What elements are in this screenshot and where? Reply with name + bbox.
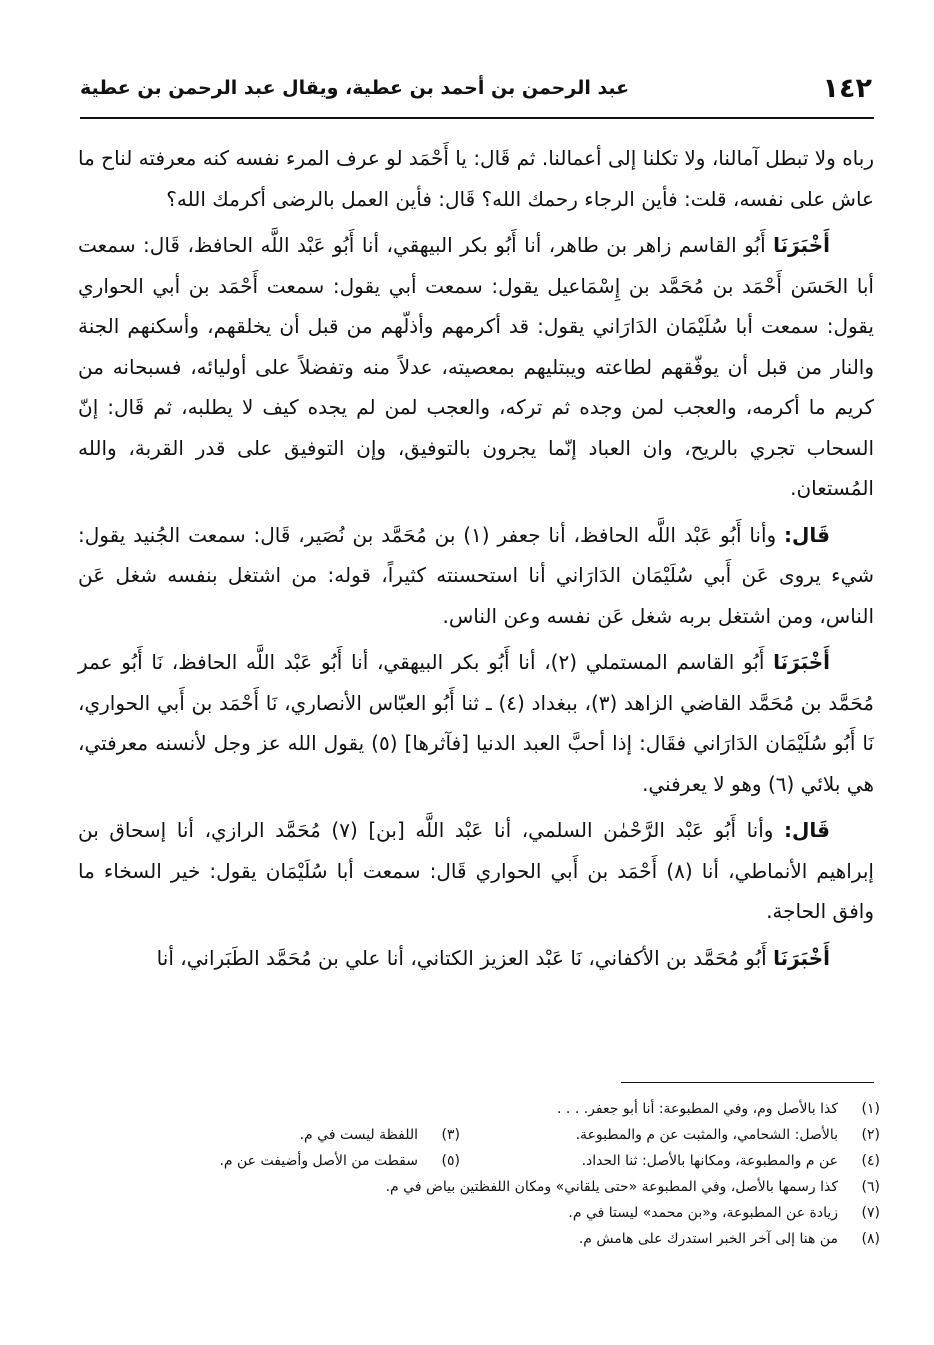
footnote-number: (٨) — [861, 1231, 880, 1247]
footnote-row — [120, 1122, 880, 1148]
paragraph-text: وأنا أَبُو عَبْد الرَّحْمٰن السلمي، أنا عَبْد اللَّه [بن] (٧) مُحَمَّد الرازي، أنا إسحاق بن إبراهيم الأنماطي، أنا (٨) أَحْمَد بن أَبي الحواري قَال: سمعت أبا سُلَيْمَان يقول: خير السخاء ما وافق الحاجة. — [78, 818, 874, 923]
paragraph-text: أَبُو القاسم زاهر بن طاهر، أنا أَبُو بكر البيهقي، أنا أَبُو عَبْد اللَّه الحافظ، قَال: سمعت أبا الحَسَن أَحْمَد بن مُحَمَّد بن إِسْمَاعيل يقول: سمعت أبي يقول: سمعت أَحْمَد بن أبي الحواري يقول: سمعت أبا سُلَيْمَان الدَارَاني يقول: قد أكرمهم وأذلّهم من قبل أن يخلقهم، وأسكنهم الجنة والنار من قبل أن يوفّقهم لطاعته ويبتليهم بمعصيته، عدلاً منه وتفضلاً على أوليائه، فسبحانه من كريم ما أكرمه، والعجب لمن وجده ثم تركه، والعجب لمن لم يجده كيف لا يطلبه، ثم قَال: إنّ السحاب تجري بالريح، وان العباد إنّما يجرون بالتوفيق، وإن التوفيق على قدر القربة، والله المُستعان. — [78, 233, 874, 500]
footnote-7 — [120, 1200, 880, 1226]
footnote-text: من هنا إلى آخر الخبر استدرك على هامش م. — [578, 1231, 838, 1247]
main-text — [78, 138, 874, 984]
footnote-number: (١) — [861, 1101, 880, 1117]
footnote-text: كذا بالأصل وم، وفي المطبوعة: أنا أبو جعفر. . . . — [557, 1101, 838, 1117]
paragraph-text: وأنا أَبُو عَبْد اللَّه الحافظ، أنا جعفر (١) بن مُحَمَّد بن نُصَير، قَال: سمعت الجُنيد يقول: شيء يروى عَن أَبي سُلَيْمَان الدَارَاني أنا استحسنته كثيراً، قوله: من اشتغل بنفسه شغل عَن الناس، ومن اشتغل بربه شغل عَن نفسه وعن الناس. — [78, 522, 874, 628]
paragraph-lead: أَخْبَرَنَا — [773, 233, 830, 257]
footnote-number: (٦) — [861, 1179, 880, 1195]
footnote-text: كذا رسمها بالأصل، وفي المطبوعة «حتى يلقاني» ومكان اللفظتين بياض في م. — [385, 1179, 838, 1195]
paragraph-3 — [78, 515, 874, 637]
page-header — [80, 66, 872, 110]
paragraph-6 — [78, 938, 874, 979]
paragraph-lead: أَخْبَرَنَا — [773, 650, 831, 674]
footnote-number: (٥) — [441, 1153, 460, 1169]
footnote-text: عن م والمطبوعة، ومكانها بالأصل: ثنا الحداد. — [581, 1153, 838, 1169]
footnote-number: (٢) — [861, 1127, 880, 1143]
footnote-text: زيادة عن المطبوعة، و«بن محمد» ليستا في م. — [568, 1205, 838, 1221]
footnote-text: اللفظة ليست في م. — [299, 1127, 418, 1143]
footnote-text: سقطت من الأصل وأضيفت عن م. — [219, 1153, 418, 1169]
footnote-number: (٤) — [861, 1153, 880, 1169]
footnotes — [120, 1096, 880, 1252]
paragraph-1: رباه ولا تبطل آمالنا، ولا تكلنا إلى أعمالنا. ثم قَال: يا أَحْمَد لو عرف المرء نفسه كنه معرفته لناح ما عاش على نفسه، قلت: فأين الرجاء رحمك الله؟ قَال: فأين العمل بالرضى أكرمك الله؟ — [78, 146, 874, 211]
footnote-8 — [120, 1226, 880, 1252]
footnote-5 — [219, 1148, 460, 1174]
page-number: ١٤٢ — [822, 72, 872, 104]
footnote-rule — [621, 1082, 874, 1083]
running-title: عبد الرحمن بن أحمد بن عطية، ويقال عبد الرحمن بن عطية — [80, 77, 630, 99]
paragraph-lead: أَخْبَرَنَا — [773, 945, 830, 970]
footnote-2 — [460, 1122, 880, 1148]
paragraph-lead: قَال: — [784, 522, 830, 547]
paragraph-5 — [78, 810, 874, 932]
footnote-text: بالأصل: الشحامي، والمثبت عن م والمطبوعة. — [575, 1127, 838, 1143]
paragraph-4 — [78, 642, 874, 804]
footnote-number: (٧) — [861, 1205, 880, 1221]
paragraph-lead: قَال: — [784, 818, 830, 842]
paragraph-2 — [78, 225, 874, 509]
paragraph-text: أَبُو القاسم المستملي (٢)، أنا أَبُو بكر البيهقي، أنا أَبُو عَبْد اللَّه الحافظ، نَا أَبُو عمر مُحَمَّد بن مُحَمَّد القاضي الزاهد (٣)، ببغداد (٤) ـ ثنا أَبُو العبّاس الأنصاري، نَا أَحْمَد بن أَبي الحواري، نَا أَبُو سُلَيْمَان الدَارَاني فقَال: إذا أحبَّ العبد الدنيا [فآثرها] (٥) يقول الله عز وجل لأنسنه معرفتي، هي بلائي (٦) وهو لا يعرفني. — [78, 650, 874, 796]
paragraph-text: أَبُو مُحَمَّد بن الأكفاني، نَا عَبْد العزيز الكتاني، أنا علي بن مُحَمَّد الطَبَراني، أنا — [156, 945, 767, 970]
footnote-row — [120, 1148, 880, 1174]
footnote-4 — [460, 1148, 880, 1174]
header-rule — [80, 117, 874, 119]
footnote-number: (٣) — [441, 1127, 460, 1143]
footnote-3 — [300, 1122, 460, 1148]
footnote-1 — [120, 1096, 880, 1122]
footnote-6 — [120, 1174, 880, 1200]
